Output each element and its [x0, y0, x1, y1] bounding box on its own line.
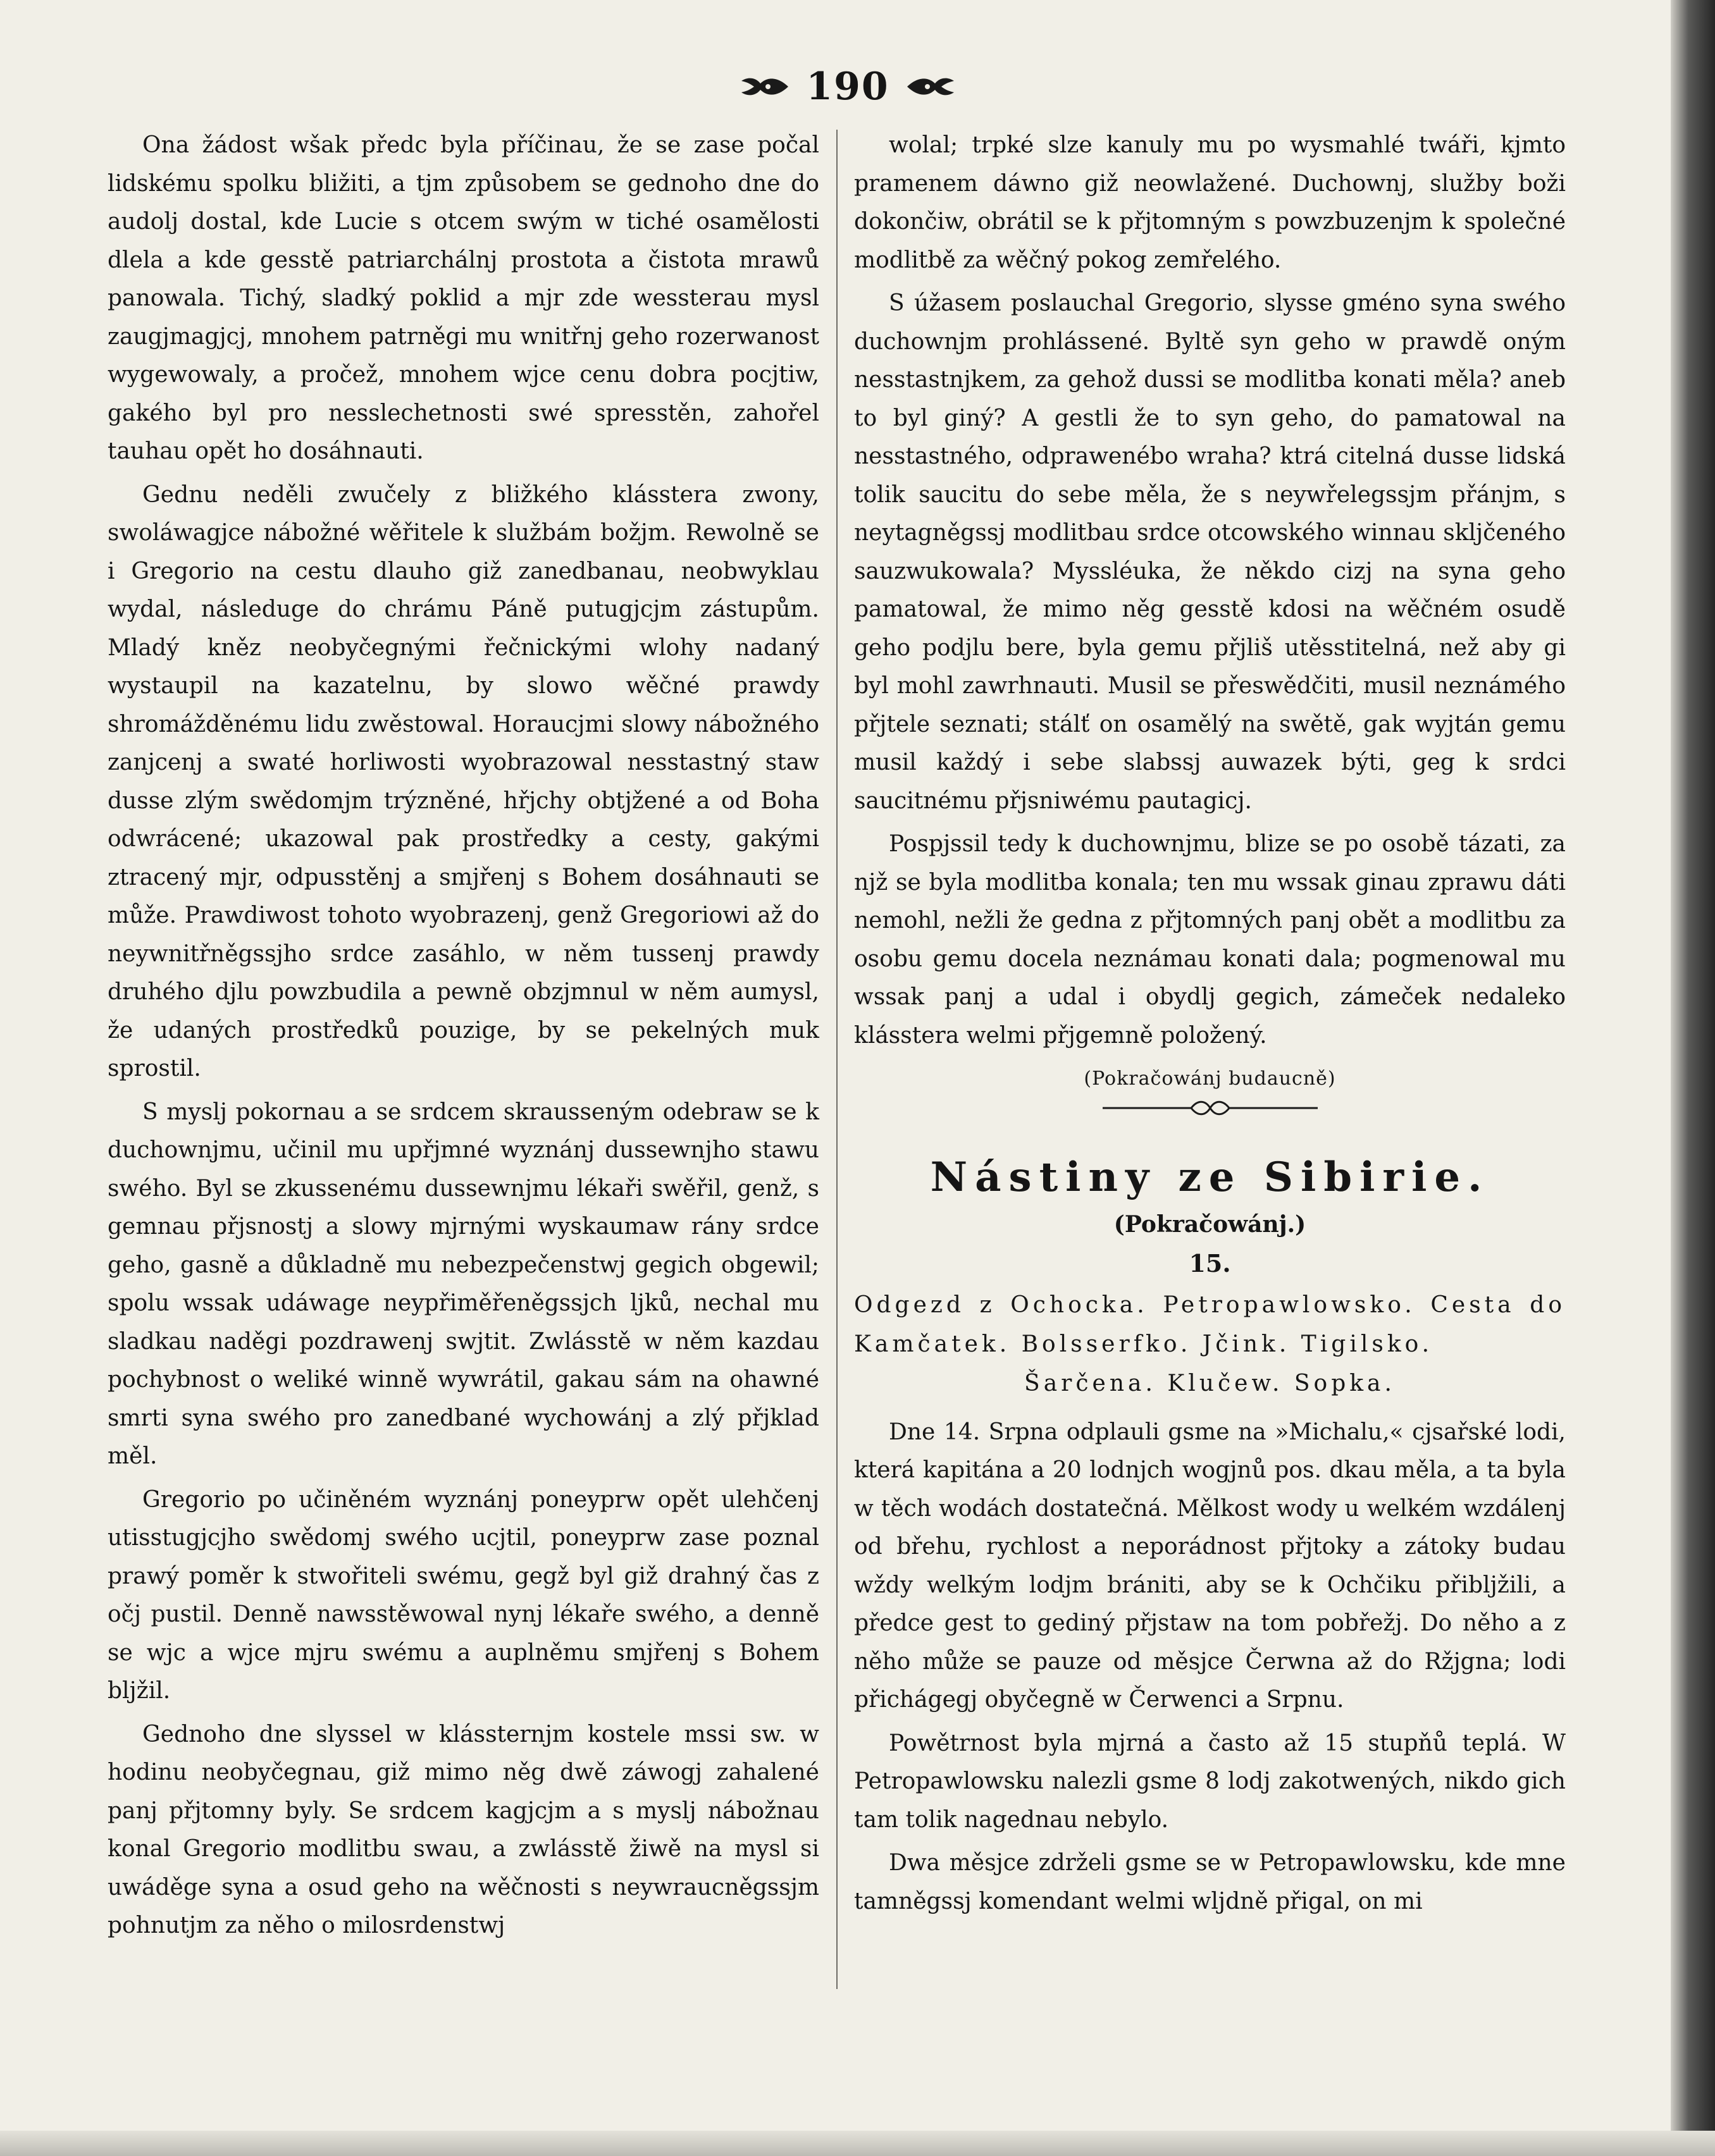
section-divider-ornament-icon	[1096, 1099, 1324, 1118]
paragraph: Ona žádost wšak předc byla příčinau, že se zase počal lidskému spolku bližiti, a tjm způsobem se gednoho dne do audolj dostal, kde Lucie s otcem swým w tiché osamělosti dlela a kde gesstě patriarchálnj prostota a čistota mrawů panowala. Tichý, sladký poklid a mjr zde wessterau mysl zaugjmagjcj, mnohem patrněgi mu wnitřnj geho rozerwanost wygewowaly, a pročež, mnohem wjce cenu dobra pocjtiw, gakého byl pro nesslechetnosti swé spresstěn, zahořel tauhau opět ho dosáhnauti.	[108, 132, 819, 464]
paragraph: Pospjssil tedy k duchownjmu, blize se po osobě tázati, za njž se byla modlitba konala; ten mu wssak ginau zprawu dáti nemohl, nežli že gedna z přjtomných panj obět a modlitbu za osobu gemu docela neznámau konati dala; pogmenowal mu wssak panj a udal i obydlj gegich, zámeček nedaleko klásstera welmi přjgemně položený.	[854, 831, 1566, 1049]
scan-page-edge	[1671, 0, 1715, 2156]
paragraph: Dne 14. Srpna odplauli gsme na »Michalu,« cjsařské lodi, která kapitána a 20 lodnjch wogjnů pos. dkau měla, a ta byla w těch wodách dostatečná. Mělkost wody u welkém wzdálenj od břehu, rychlost a neporádnost přjtoky a zátoky budau wždy welkým lodjm brániti, aby se k Ochčiku přibljžili, a předce gest to gediný přjstaw na tom pobřežj. Do něho a z něho může se pauze od měsjce Čerwna až do Ržjgna; lodi přichágegj obyčegně w Čerwenci a Srpnu.	[854, 1419, 1566, 1713]
section-summary-line: Odgezd z Ochocka. Petropawlowsko. Cesta do Kamčatek. Bolsserfko. Jčink. Tigilsko.	[854, 1291, 1566, 1357]
section-summary	[854, 1286, 1566, 1403]
paragraph: S myslj pokornau a se srdcem skrausseným odebraw se k duchownjmu, učinil mu upřjmné wyznánj dussewnjho stawu swého. Byl se zkussenému dussewnjmu lékaři swěřil, genž, s gemnau přjsnostj a slowy mjrnými wyskaumaw rány srdce geho, gasně a důkladně mu nebezpečenstwj gegich obgewil; spolu wssak udáwage neypřiměřeněgssjch ljků, nechal mu sladkau naděgi pozdrawenj swjtit. Zwlásstě w něm kazdau pochybnost o weliké winně wywrátil, gakau sám na ohawné smrti syna swého pro zanedbané wychowánj a zlý přjklad měl.	[108, 1099, 819, 1469]
page-number: 190	[806, 65, 889, 109]
paragraph: wolal; trpké slze kanuly mu po wysmahlé twáři, kjmto pramenem dáwno giž neowlažené. Duchownj, služby boži dokončiw, obrátil se k přjtomným s powzbuzenjm k společné modlitbě za wěčný pokog zemřelého.	[854, 132, 1566, 273]
right-fleuron-icon	[906, 72, 957, 101]
page-header	[709, 58, 987, 115]
paragraph: Powětrnost byla mjrná a často až 15 stupňů teplá. W Petropawlowsku nalezli gsme 8 lodj zakotwených, nikdo gich tam tolik nagednau nebylo.	[854, 1730, 1566, 1833]
section-number: 15.	[1189, 1249, 1231, 1278]
section-summary-last-line: Šarčena. Klučew. Sopka.	[1024, 1370, 1396, 1396]
right-column	[854, 126, 1566, 1926]
scan-bottom-edge	[0, 2131, 1715, 2156]
paragraph: S úžasem poslauchal Gregorio, slysse gméno syna swého duchownjm prohlássené. Byltě syn geho w prawdě oným nesstastnjkem, za gehož dussi se modlitba konati měla? aneb to byl giný? A gestli že to syn geho, do pamatowal na nesstastného, odprawenébo wraha? ktrá citelná dusse lidská tolik saucitu do sebe měla, že s neywřelegssjm přánjm, s neytagněgssj modlitbau srdce otcowského winnau skljčeného sauzwukowala? Myssléuka, že někdo cizj na syna geho pamatowal, že mimo něg gesstě kdosi na wěčném osudě geho podjlu bere, byla gemu přjliš utěsstitelná, než aby gi byl mohl zawrhnauti. Musil se přeswědčiti, musil neznámého přjtele seznati; stálť on osamělý na swětě, gak wyjtán gemu musil každý i sebe slabssj auwazek býti, geg k srdci saucitnému přjsniwému pautagicj.	[854, 290, 1566, 814]
section-title: Nástiny ze Sibirie.	[930, 1153, 1490, 1201]
continuation-note: (Pokračowánj budaucně)	[1084, 1068, 1336, 1090]
section-subtitle: (Pokračowánj.)	[1113, 1210, 1306, 1238]
paragraph: Gednoho dne slyssel w klássternjm kostele mssi sw. w hodinu neobyčegnau, giž mimo něg dwě záwogj zahalené panj přjtomny byly. Se srdcem kagjcjm a s myslj nábožnau konal Gregorio modlitbu swau, a zwlásstě žiwě na mysl si uwáděge syna a osud geho na wěčnosti s neywraucněgssjm pohnutjm za něho o milosrdenstwj	[108, 1721, 819, 1938]
paragraph: Dwa měsjce zdrželi gsme se w Petropawlowsku, kde mne tamněgssj komendant welmi wljdně přigal, on mi	[854, 1850, 1566, 1914]
paragraph: Gednu neděli zwučely z bližkého klásstera zwony, swoláwagjce nábožné wěřitele k službám božjm. Rewolně se i Gregorio na cestu dlauho giž zanedbanau, neobwyklau wydal, následuge do chrámu Páně putugjcjm zástupům. Mladý kněz neobyčegnými řečnickými wlohy nadaný wystaupil na kazatelnu, by slowo wěčné prawdy shromážděnému lidu zwěstowal. Horaucjmi slowy nábožného zanjcenj a swaté horliwosti wyobrazowal nesstastný staw dusse zlým swědomjm trýzněné, hřjchy obtjžené a od Boha odwrácené; ukazowal pak prostředky a cesty, gakými ztracený mjr, odpusstěnj a smjřenj s Bohem dosáhnauti se může. Prawdiwost tohoto wyobrazenj, genž Gregoriowi až do neywnitřněgssjho srdce zasáhlo, w něm tussenj prawdy druhého djlu powzbudila a pewně obzjmnul w něm aumysl, že udaných prostředků pouzige, by se pekelných muk sprostil.	[108, 481, 819, 1081]
left-column	[108, 126, 819, 1950]
left-fleuron-icon	[739, 72, 789, 101]
paragraph: Gregorio po učiněném wyznánj poneyprw opět ulehčenj utisstugjcjho swědomj swého ucjtil, poneyprw zase poznal prawý poměr k stwořiteli swému, gegž byl giž drahný čas z očj pustil. Denně nawsstěwowal nynj lékaře swého, a denně se wjc a wjce mjru swému a auplněmu smjřenj s Bohem bljžil.	[108, 1486, 819, 1704]
column-divider	[836, 130, 838, 1989]
